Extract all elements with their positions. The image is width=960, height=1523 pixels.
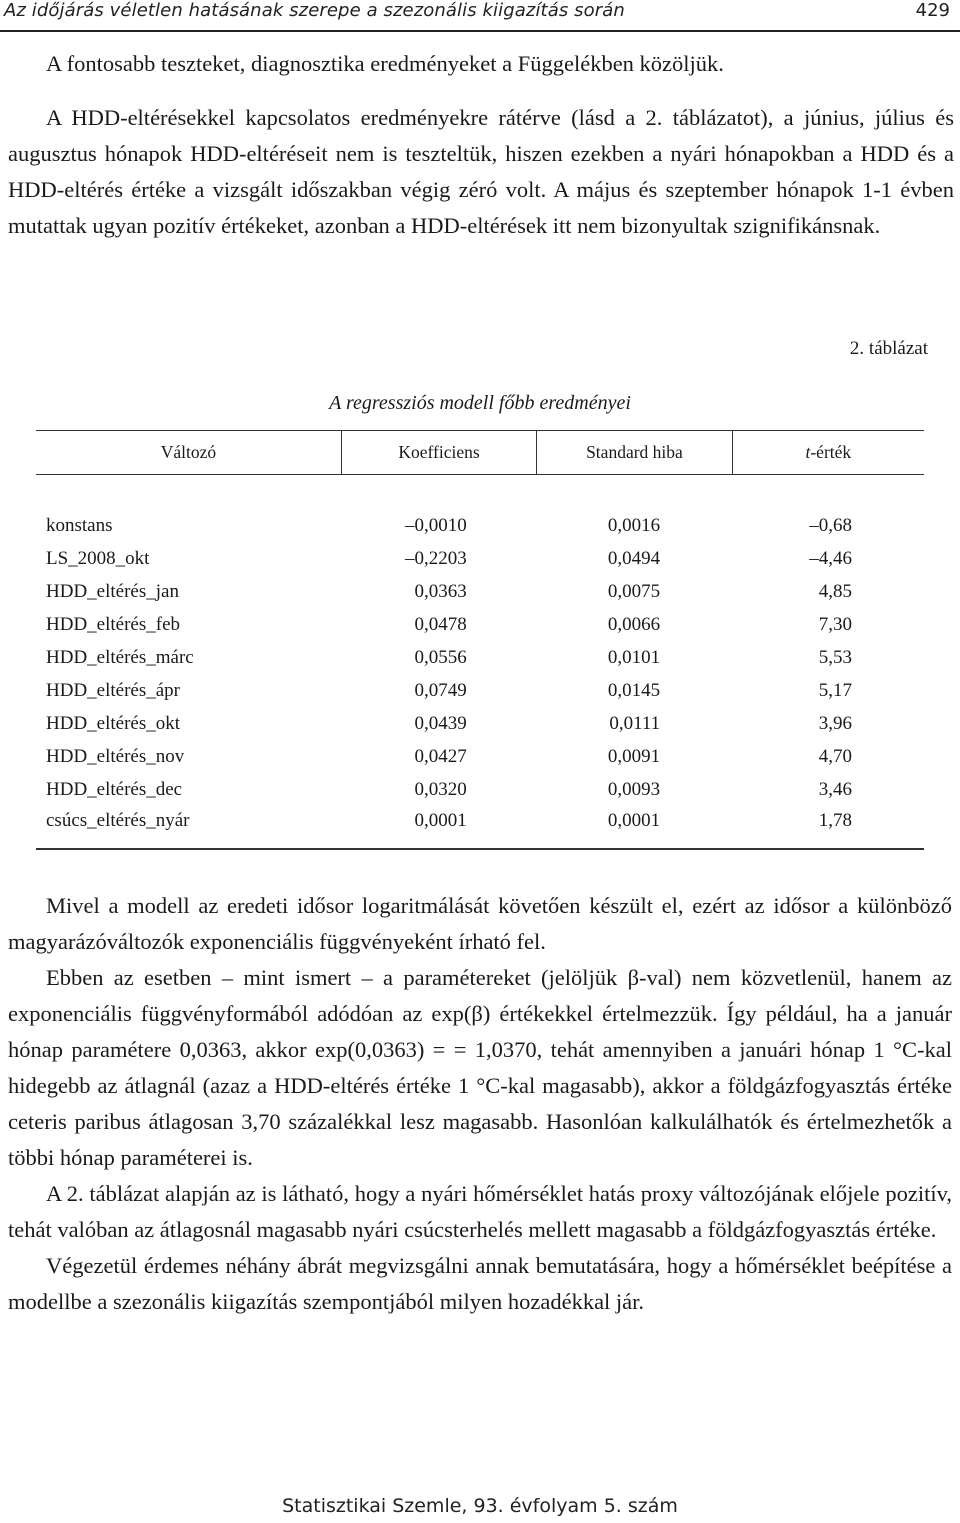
cell-variable: HDD_eltérés_okt	[46, 712, 181, 734]
cell-variable: csúcs_eltérés_nyár	[36, 806, 341, 849]
cell-standard-error: 0,0145	[607, 679, 661, 701]
table-spacer	[36, 475, 924, 510]
cell-t-value: –0,68	[809, 514, 852, 536]
cell-standard-error: 0,0066	[607, 613, 661, 635]
table-row	[36, 740, 924, 773]
cell-t-value: 3,46	[818, 778, 852, 800]
paragraph-5-text: A 2. táblázat alapján az is látható, hogy a nyári hőmérséklet hatás proxy változójának előjele pozitív, tehát valóban az átlagosnál magasabb nyári csúcsterhelés mellett magasabb a földgázfogyasztás értéke.	[8, 1181, 952, 1242]
body-bottom	[8, 888, 952, 1320]
cell-coefficient: 0,0363	[414, 580, 467, 602]
table-row	[36, 806, 924, 849]
journal-footer: Statisztikai Szemle, 93. évfolyam 5. szám	[282, 1495, 678, 1517]
paragraph-1	[8, 46, 954, 82]
paragraph-6	[8, 1248, 952, 1320]
table-header-row	[36, 431, 924, 475]
cell-t-value: 3,96	[818, 712, 852, 734]
cell-standard-error: 0,0075	[607, 580, 661, 602]
paragraph-3	[8, 888, 952, 960]
cell-standard-error: 0,0001	[537, 806, 732, 849]
header-standard-error: Standard hiba	[537, 431, 732, 475]
table-row	[36, 674, 924, 707]
cell-t-value: 4,70	[818, 745, 852, 767]
cell-coefficient: –0,2203	[404, 547, 467, 569]
header-rule	[0, 30, 960, 32]
cell-standard-error: 0,0494	[607, 547, 661, 569]
paragraph-6-text: Végezetül érdemes néhány ábrát megvizsgálni annak bemutatására, hogy a hőmérséklet beépítése a modellbe a szezonális kiigazítás szempontjából milyen hozadékkal jár.	[8, 1253, 952, 1314]
cell-t-value: 4,85	[818, 580, 852, 602]
cell-t-value: 7,30	[818, 613, 852, 635]
cell-standard-error: 0,0016	[607, 514, 661, 536]
table-row	[36, 608, 924, 641]
cell-variable: HDD_eltérés_márc	[46, 646, 194, 668]
cell-standard-error: 0,0101	[607, 646, 661, 668]
paragraph-5	[8, 1176, 952, 1248]
header-t-value	[732, 431, 924, 475]
cell-t-value: 5,17	[818, 679, 852, 701]
cell-coefficient: 0,0439	[414, 712, 467, 734]
running-header-title: Az időjárás véletlen hatásának szerepe a szezonális kiigazítás során	[4, 0, 625, 21]
t-symbol: t	[805, 442, 811, 462]
table-body	[36, 475, 924, 850]
cell-variable: HDD_eltérés_ápr	[46, 679, 181, 701]
paragraph-2-text: A HDD-eltérésekkel kapcsolatos eredményekre rátérve (lásd a 2. táblázatot), a június, július és augusztus hónapok HDD-eltéréseit nem is teszteltük, hiszen ezekben a nyári hónapokban a HDD és a HDD-eltérés értéke a vizsgált időszakban végig zéró volt. A május és szeptember hónapok 1-1 évben mutattak ugyan pozitív értékeket, azonban a HDD-eltérések itt nem bizonyultak szignifikánsnak.	[8, 105, 954, 238]
table-row	[36, 773, 924, 806]
paragraph-1-text: A fontosabb teszteket, diagnosztika eredményeket a Függelékben közöljük.	[46, 51, 724, 76]
paragraph-4-text: Ebben az esetben – mint ismert – a paramétereket (jelöljük β-val) nem közvetlenül, hanem az exponenciális függvényformából adódóan az exp(β) értékekkel értelmezzük. Így például, ha a január hónap paramétere 0,0363, akkor exp(0,0363) = = 1,0370, tehát amennyiben a januári hónap 1 °C-kal hidegebb az átlagnál (azaz a HDD-eltérés értéke 1 °C-kal magasabb), akkor a földgázfogyasztás értéke ceteris paribus átlagosan 3,70 százalékkal lesz magasabb. Hasonlóan kalkulálhatók és értelmezhetők a többi hónap paraméterei is.	[8, 965, 952, 1170]
cell-coefficient: 0,0749	[414, 679, 467, 701]
cell-coefficient: 0,0320	[414, 778, 467, 800]
regression-table	[36, 430, 924, 850]
cell-t-value: 5,53	[818, 646, 852, 668]
cell-variable: LS_2008_okt	[46, 547, 150, 569]
t-value-suffix: -érték	[810, 442, 852, 462]
paragraph-3-text: Mivel a modell az eredeti idősor logaritmálását követően készült el, ezért az idősor a különböző magyarázóváltozók exponenciális függvényeként írható fel.	[8, 893, 952, 954]
table-caption: A regressziós modell főbb eredményei	[329, 392, 631, 414]
header-coefficient: Koefficiens	[341, 431, 536, 475]
cell-variable: HDD_eltérés_jan	[46, 580, 179, 602]
cell-coefficient: –0,0010	[404, 514, 467, 536]
table-row	[36, 575, 924, 608]
cell-t-value: 1,78	[732, 806, 924, 849]
table-row	[36, 509, 924, 542]
cell-coefficient: 0,0427	[414, 745, 467, 767]
page-number: 429	[915, 0, 950, 21]
table-row	[36, 641, 924, 674]
table-row	[36, 707, 924, 740]
cell-coefficient: 0,0001	[341, 806, 536, 849]
cell-variable: konstans	[46, 514, 113, 536]
cell-standard-error: 0,0111	[609, 712, 661, 734]
cell-coefficient: 0,0478	[414, 613, 467, 635]
cell-coefficient: 0,0556	[414, 646, 467, 668]
paragraph-2	[8, 100, 954, 244]
cell-standard-error: 0,0093	[607, 778, 661, 800]
cell-variable: HDD_eltérés_feb	[46, 613, 181, 635]
header-variable: Változó	[36, 431, 341, 475]
cell-variable: HDD_eltérés_nov	[46, 745, 185, 767]
cell-standard-error: 0,0091	[607, 745, 661, 767]
cell-variable: HDD_eltérés_dec	[46, 778, 183, 800]
paragraph-4	[8, 960, 952, 1176]
table-number: 2. táblázat	[849, 338, 928, 359]
table-row	[36, 542, 924, 575]
cell-t-value: –4,46	[809, 547, 852, 569]
